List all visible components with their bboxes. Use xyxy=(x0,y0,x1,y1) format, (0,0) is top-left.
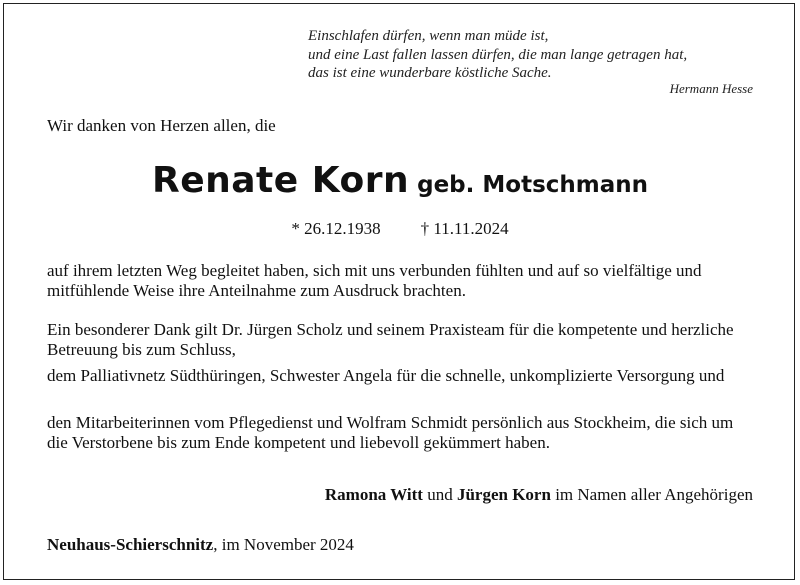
signer-name: Jürgen Korn xyxy=(456,485,551,504)
intro-text: Wir danken von Herzen allen, die xyxy=(47,116,276,135)
quote-line: Einschlafen dürfen, wenn man müde ist, xyxy=(308,28,549,44)
place-name: Neuhaus-Schierschnitz xyxy=(47,535,214,554)
signers-line xyxy=(325,485,753,505)
birth-date: * 26.12.1938 xyxy=(291,219,381,238)
signer-conjunction: und xyxy=(427,485,453,504)
deceased-name-block xyxy=(0,160,800,201)
quote-line: das ist eine wunderbare köstliche Sache. xyxy=(308,65,552,81)
signer-name: Ramona Witt xyxy=(324,485,423,504)
place-date-line xyxy=(47,535,354,555)
care-service-thanks-paragraph: den Mitarbeiterinnen vom Pflegedienst und Wolfram Schmidt persönlich aus Stockheim, die sich um die Verstorbene bis zum Ende kompetent und liebevoll gekümmert haben. xyxy=(47,413,734,452)
thanks-paragraph: auf ihrem letzten Weg begleitet haben, sich mit uns verbunden fühlten und auf so vielfältige und mitfühlende Weise ihre Anteilnahme zum Ausdruck brachten. xyxy=(47,261,702,300)
death-date: † 11.11.2024 xyxy=(420,219,509,238)
maiden-name: geb. Motschmann xyxy=(417,172,648,198)
hesse-quote xyxy=(308,27,758,83)
quote-author: Hermann Hesse xyxy=(669,81,753,96)
life-dates xyxy=(0,219,800,239)
date-text: , im November 2024 xyxy=(213,535,354,554)
quote-line: und eine Last fallen lassen dürfen, die man lange getragen hat, xyxy=(308,46,688,63)
doctor-thanks-paragraph: Ein besonderer Dank gilt Dr. Jürgen Scholz und seinem Praxisteam für die kompetente und herzliche Betreuung bis zum Schluss, xyxy=(47,320,734,359)
signer-suffix: im Namen aller Angehörigen xyxy=(555,485,753,504)
deceased-name: Renate Korn xyxy=(152,160,410,201)
palliative-thanks-paragraph: dem Palliativnetz Südthüringen, Schwester Angela für die schnelle, unkomplizierte Versorgung und xyxy=(47,366,725,385)
